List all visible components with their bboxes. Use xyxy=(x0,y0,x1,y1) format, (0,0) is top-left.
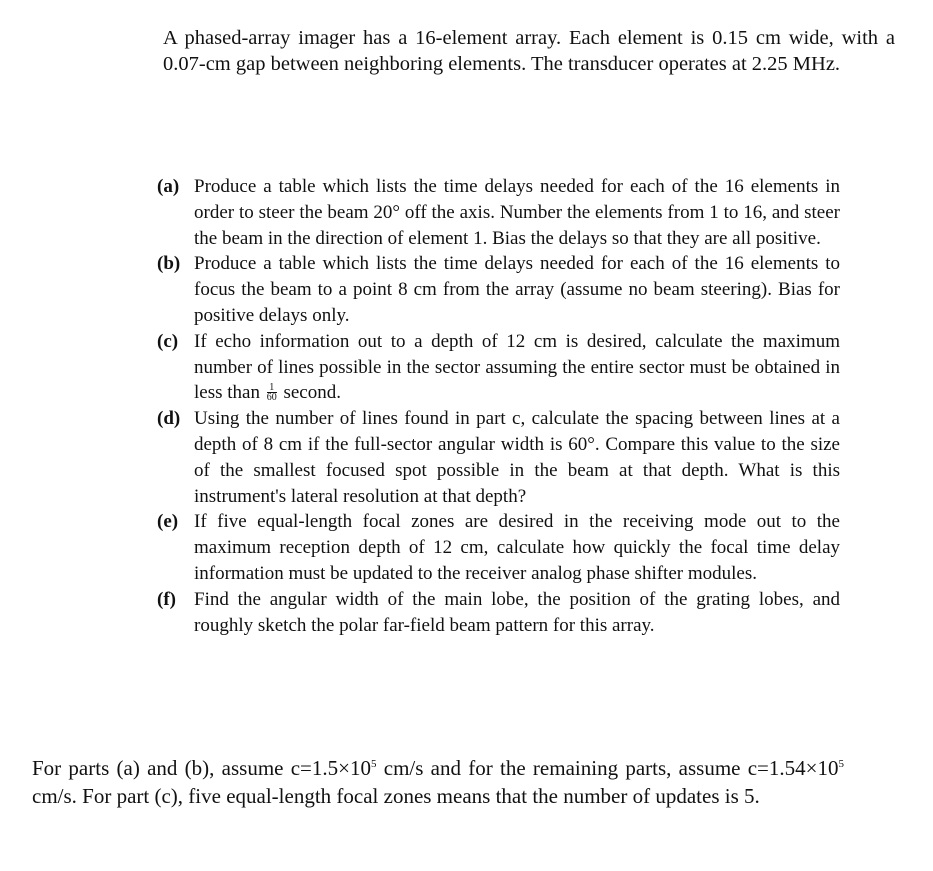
fraction-denominator: 60 xyxy=(266,391,277,403)
part-a xyxy=(157,174,840,251)
part-a-label: (a) xyxy=(157,176,180,197)
problem-parts-list xyxy=(157,174,840,638)
note-text-3: cm/s. For part (c), five equal-length focal zones means that the number of updates is 5. xyxy=(32,784,760,808)
part-c-body xyxy=(194,329,840,406)
part-b xyxy=(157,251,840,328)
part-c xyxy=(157,329,840,406)
part-c-text-end: second. xyxy=(283,382,341,404)
part-f-text: Find the angular width of the main lobe, the position of the grating lobes, and roughly sketch the polar far-field beam pattern for this array. xyxy=(194,588,840,636)
part-d-label: (d) xyxy=(157,408,181,430)
part-f xyxy=(157,587,840,639)
part-d-text: Using the number of lines found in part c, calculate the spacing between lines at a depth of 8 cm if the full-sector angular width is 60°. Compare this value to the size of the smallest focused spot possible in the beam at that depth. What is this instrument's lateral resolution at that depth? xyxy=(194,408,840,507)
part-a-text: Produce a table which lists the time delays needed for each of the 16 elements in order to steer the beam 20° off the axis. Number the elements from 1 to 16, and steer the beam in the direction of element 1. Bias the delays so that they are all positive. xyxy=(194,176,840,249)
problem-intro: A phased-array imager has a 16-element array. Each element is 0.15 cm wide, with a 0.07-cm gap between neighboring elements. The transducer operates at 2.25 MHz. xyxy=(163,27,895,75)
part-b-text: Produce a table which lists the time delays needed for each of the 16 elements to focus the beam to a point 8 cm from the array (assume no beam steering). Bias for positive delays only. xyxy=(194,253,840,326)
part-d xyxy=(157,406,840,509)
exponent-2: 5 xyxy=(838,758,844,770)
note-text-2: cm/s and for the remaining parts, assume c=1.54×10 xyxy=(376,756,839,780)
fraction-one-sixtieth xyxy=(267,383,277,402)
note-text-1: For parts (a) and (b), assume c=1.5×10 xyxy=(32,756,371,780)
fraction-numerator: 1 xyxy=(267,383,277,393)
assumptions-note xyxy=(32,754,844,810)
part-e-label: (e) xyxy=(157,511,179,533)
part-c-label: (c) xyxy=(157,330,179,352)
part-f-label: (f) xyxy=(157,588,176,610)
part-c-text: If echo information out to a depth of 12 cm is desired, calculate the maximum number of lines possible in the sector assuming the entire sector must be obtained in less than xyxy=(194,330,840,404)
part-e xyxy=(157,509,840,586)
exponent-1: 5 xyxy=(371,758,377,770)
part-e-text: If five equal-length focal zones are desired in the receiving mode out to the maximum reception depth of 12 cm, calculate how quickly the focal time delay information must be updated to the receiver analog phase shifter modules. xyxy=(194,511,840,584)
part-b-label: (b) xyxy=(157,253,181,275)
